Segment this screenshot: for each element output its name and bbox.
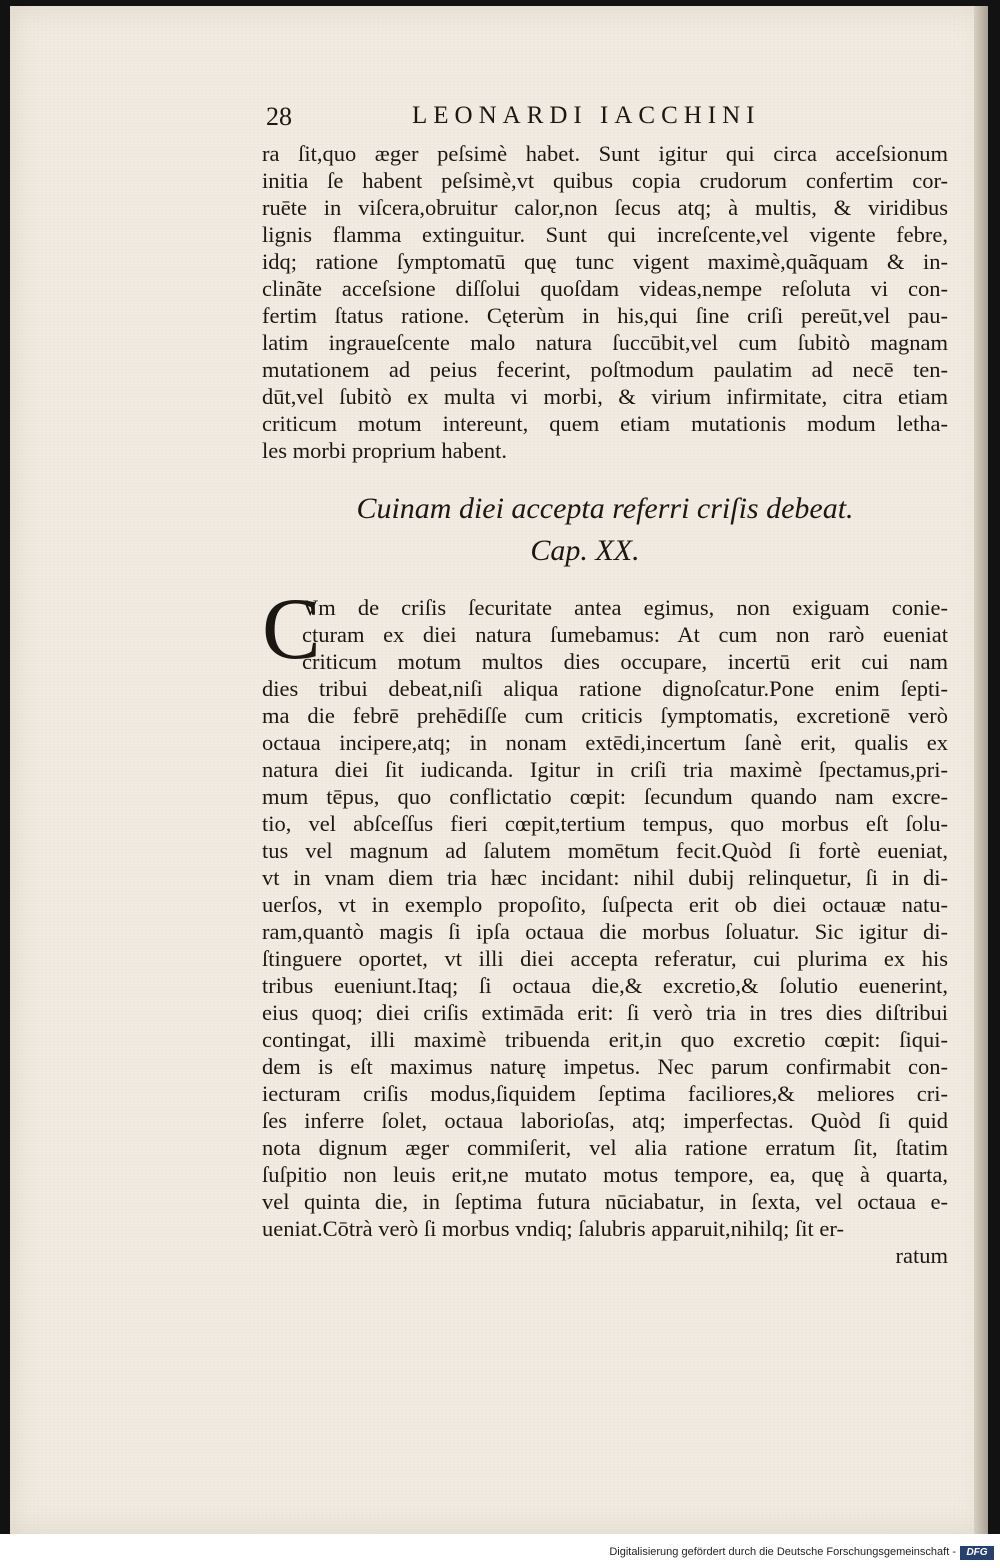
text-line: criticum motum multos dies occupare, incertū erit cui nam — [302, 649, 948, 674]
text-line: ueniat.Cōtrà verò ſi morbus vndiq; ſalubris apparuit,nihilq; ſit er- — [262, 1216, 844, 1241]
text-line: natura diei ſit iudicanda. Igitur in criſi tria maximè ſpectamus,pri- — [262, 757, 948, 782]
text-line: vel quinta die, in ſeptima futura nūciabatur, in ſexta, vel octaua e- — [262, 1189, 948, 1214]
text-line: fertim ſtatus ratione. Cęterùm in his,qui ſine criſi pereūt,vel pau- — [262, 303, 948, 328]
text-line: ram,quantò magis ſi ipſa octaua die morbus ſoluatur. Sic igitur di- — [262, 919, 948, 944]
text-line: eius quoq; diei criſis extimāda erit: ſi verò tria in tres dies diſtribui — [262, 1000, 948, 1025]
text-line: mutationem ad peius fecerint, poſtmodum paulatim ad necē ten- — [262, 357, 948, 382]
text-line: cturam ex diei natura ſumebamus: At cum non rarò eueniat — [302, 622, 948, 647]
text-line: dies tribui debeat,niſi aliqua ratione dignoſcatur.Pone enim ſepti- — [262, 676, 948, 701]
text-line: initia ſe habent peſsimè,vt quibus copia crudorum confertim cor- — [262, 168, 948, 193]
text-line: ſes inferre ſolet, octaua laborioſas, atq; imperfectas. Quòd ſi quid — [262, 1108, 948, 1133]
text-line: iecturam criſis modus,ſiquidem ſeptima faciliores,& meliores cri- — [262, 1081, 948, 1106]
page-edge — [974, 6, 988, 1534]
text-line: tribus eueniunt.Itaq; ſi octaua die,& excretio,& ſolutio euenerint, — [262, 973, 948, 998]
text-line: nota dignum æger commiſerit, vel alia ratione erratum ſit, ſtatim — [262, 1135, 948, 1160]
text-line: ra ſit,quo æger peſsimè habet. Sunt igitur qui circa acceſsionum — [262, 141, 948, 166]
text-line: les morbi proprium habent. — [262, 438, 507, 463]
text-line: Vm de criſis ſecuritate antea egimus, non exiguam conie- — [302, 595, 948, 620]
text-line: vt in vnam diem tria hæc incidant: nihil dubij relinquetur, ſi in di- — [262, 865, 948, 890]
page-header — [262, 100, 948, 140]
dfg-logo: DFG — [960, 1546, 994, 1560]
text-line: dem is eſt maximus naturę impetus. Nec parum confirmabit con- — [262, 1054, 948, 1079]
text-line: idq; ratione ſymptomatū quę tunc vigent maximè,quãquam & in- — [262, 249, 948, 274]
text-line: dūt,vel ſubitò ex multa vi morbi, & virium infirmitate, citra etiam — [262, 384, 948, 409]
chapter-title: Cuinam diei accepta referri criſis debeat. — [356, 492, 854, 525]
drop-capital: C — [262, 581, 321, 678]
text-line: criticum motum intereunt, quem etiam mutationis modum letha- — [262, 411, 948, 436]
text-line: ma die febrē prehēdiſſe cum criticis ſymptomatis, excretionē verò — [262, 703, 948, 728]
text-line: lignis flamma extinguitur. Sunt qui increſcente,vel vigente febre, — [262, 222, 948, 247]
chapter-heading — [262, 488, 948, 572]
text-line: uerſos, vt in exemplo propoſito, ſuſpecta erit ob diei octauæ natu- — [262, 892, 948, 917]
footer-bar — [0, 1534, 1000, 1568]
text-line: tus vel magnum ad ſalutem momētum fecit.Quòd ſi fortè eueniat, — [262, 838, 948, 863]
text-line: latim ingraueſcente malo natura ſuccūbit,vel cum ſubitò magnam — [262, 330, 948, 355]
chapter-number: Cap. XX. — [530, 534, 640, 567]
page-number: 28 — [266, 102, 292, 131]
text-line: ruēte in viſcera,obruitur calor,non ſecus atq; à multis, & viridibus — [262, 195, 948, 220]
text-line: octaua incipere,atq; in nonam extēdi,incertum ſanè erit, qualis ex — [262, 730, 948, 755]
chapter-body — [262, 581, 948, 1242]
text-block — [262, 100, 948, 1269]
paragraph-continued — [262, 140, 948, 464]
text-line: tio, vel abſceſſus fieri cœpit,tertium tempus, quo morbus eſt ſolu- — [262, 811, 948, 836]
text-line: contingat, illi maximè tribuenda erit,in quo excretio cœpit: ſiqui- — [262, 1027, 948, 1052]
text-line: mum tēpus, quo conflictatio cœpit: ſecundum quando nam excre- — [262, 784, 948, 809]
funding-credit: Digitalisierung gefördert durch die Deutsche Forschungsgemeinschaft - — [609, 1546, 956, 1558]
text-line: clinãte acceſsione diſſolui quoſdam videas,nempe reſoluta vi con- — [262, 276, 948, 301]
running-title: LEONARDI IACCHINI — [412, 102, 761, 129]
text-line: ſuſpitio non leuis erit,ne mutato motus tempore, ea, quę à quarta, — [262, 1162, 948, 1187]
catchword: ratum — [895, 1243, 948, 1268]
text-line: ſtinguere oportet, vt illi diei accepta referatur, cui plurima ex his — [262, 946, 948, 971]
